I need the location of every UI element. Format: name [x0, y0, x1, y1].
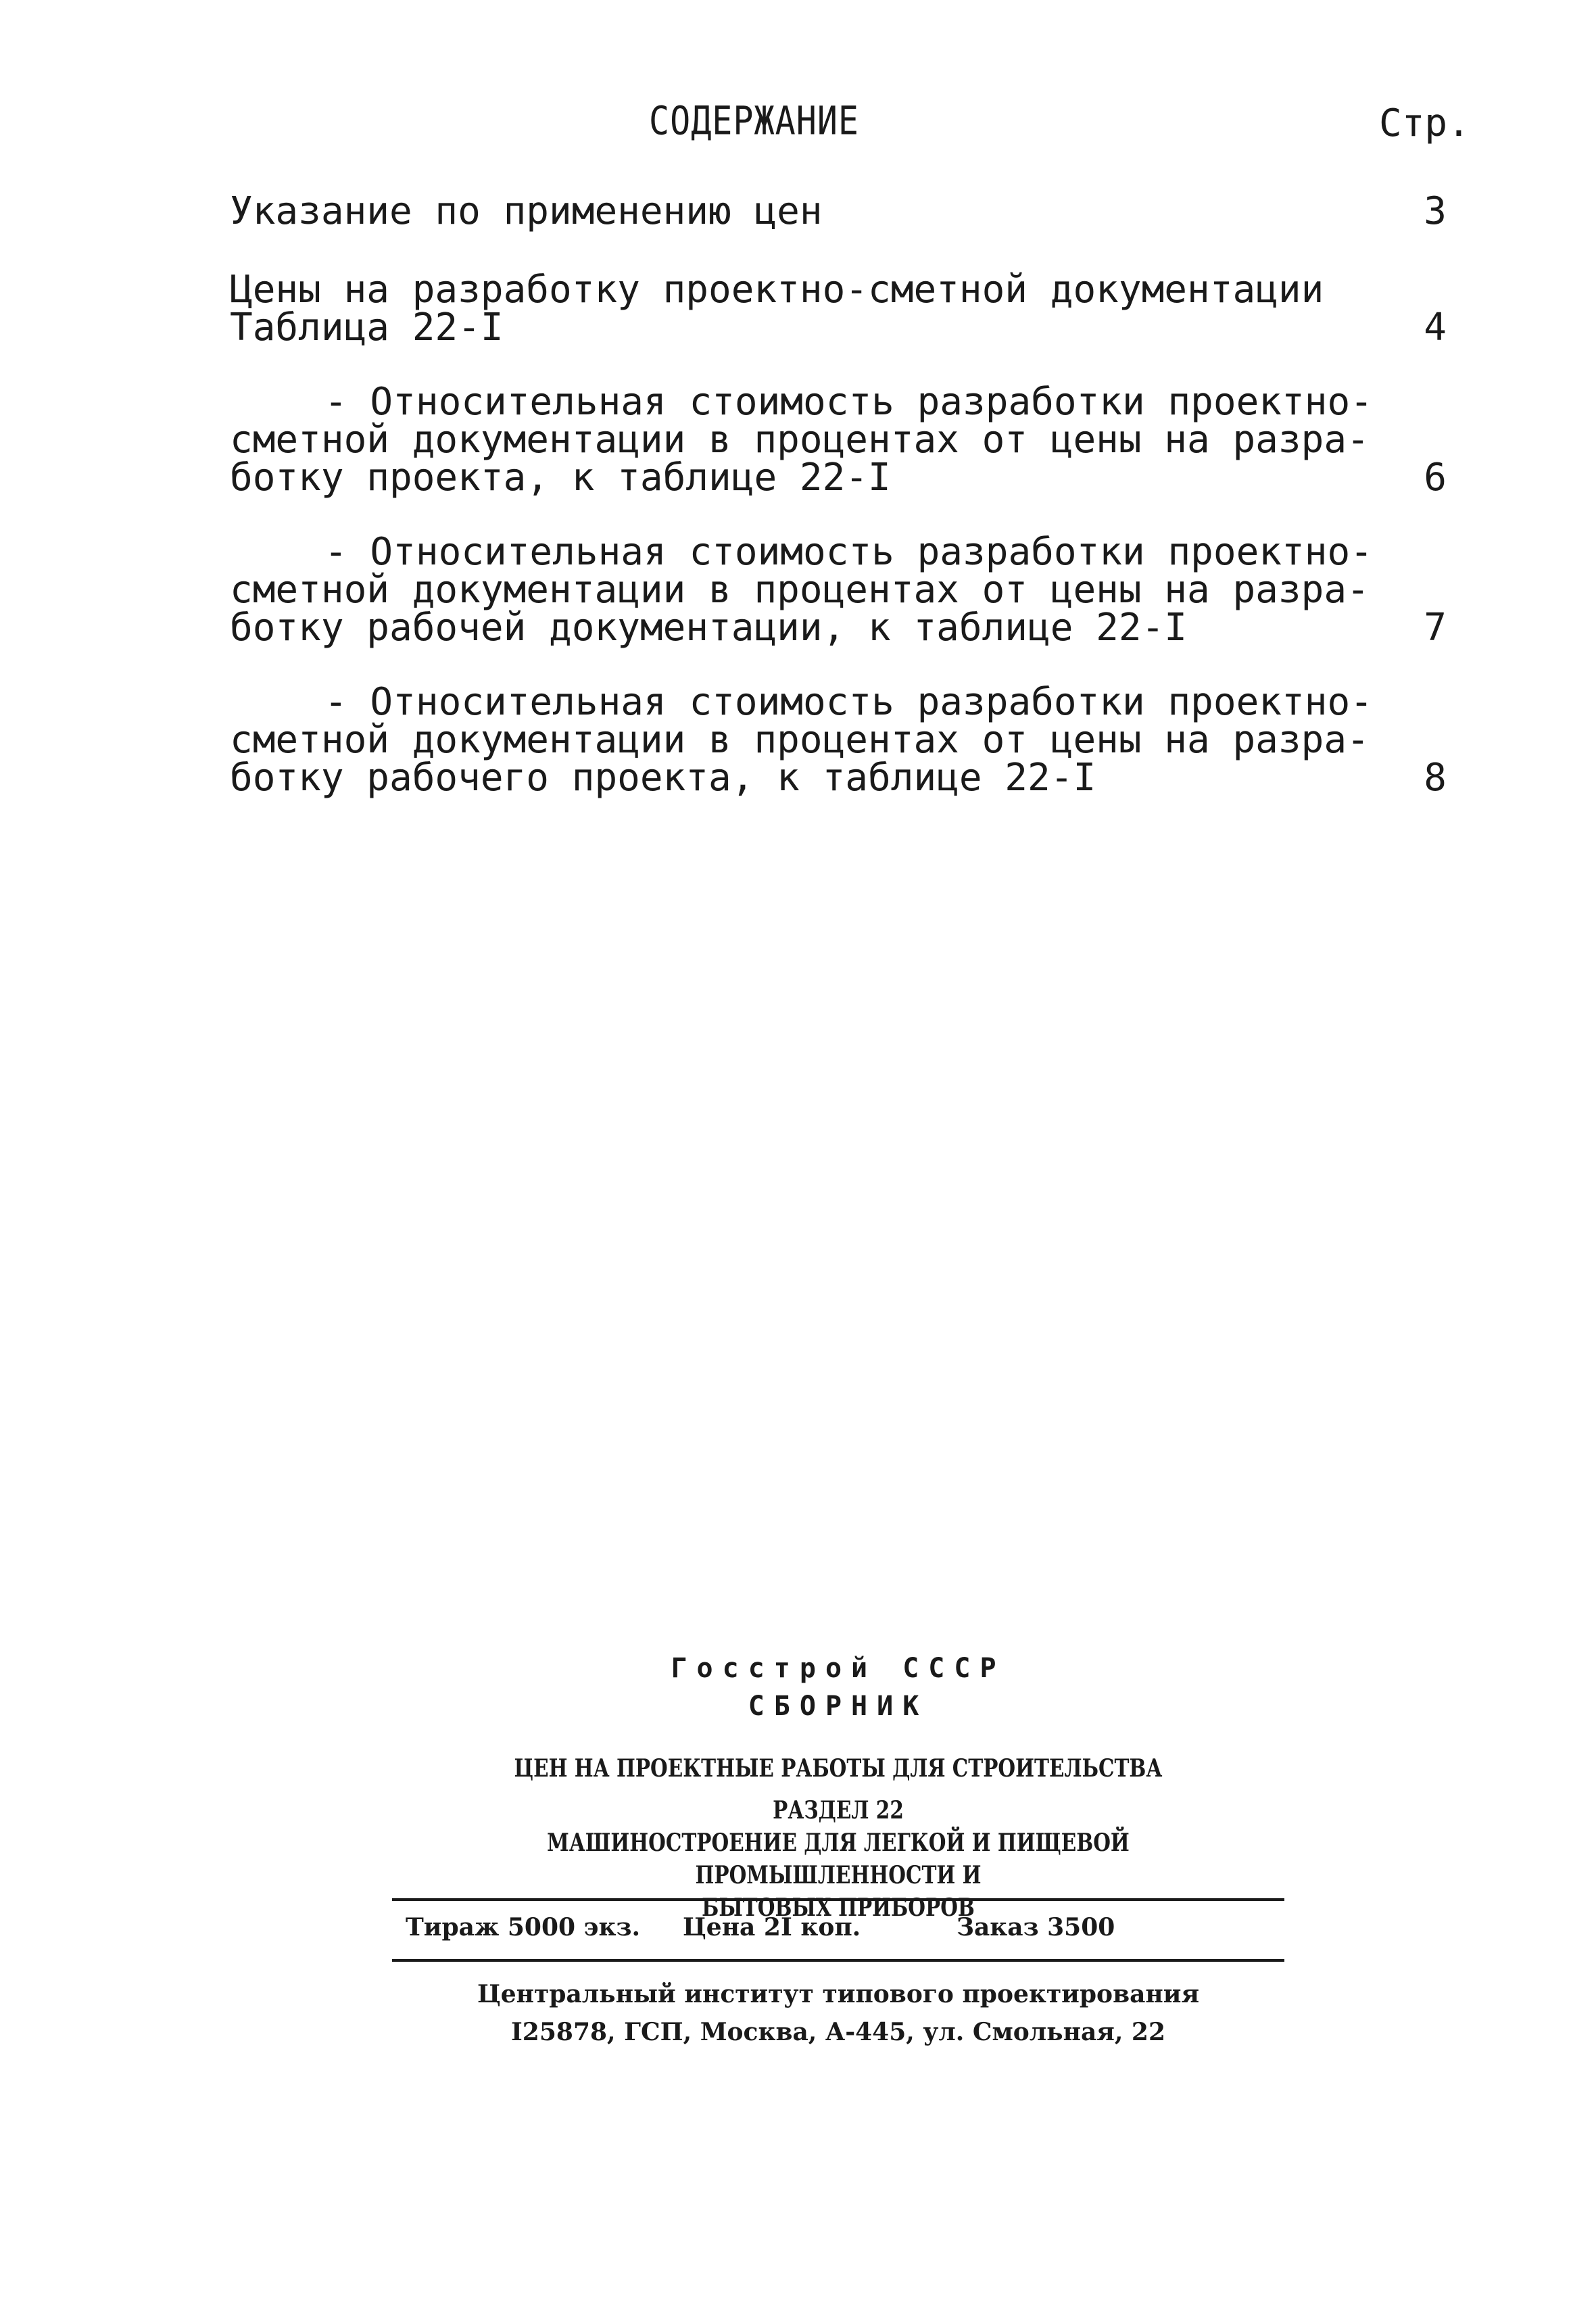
toc-entry-line: - Относительная стоимость разработки проектно- [324, 530, 1373, 574]
toc-entry-text [230, 530, 1373, 650]
toc-entry-line: - Относительная стоимость разработки проектно- [324, 680, 1373, 724]
toc-entry-line: ботку проекта, к таблице 22-I [230, 456, 891, 500]
toc-page-number: 8 [1424, 756, 1447, 800]
divider-rule [392, 1959, 1284, 1962]
publisher-block [392, 1975, 1284, 2051]
toc-entry-line: Цены на разработку проектно-сметной документации [230, 268, 1324, 312]
toc-entry-text [230, 189, 1298, 233]
collection-label: СБОРНИК [748, 1691, 929, 1722]
toc-entry [230, 189, 1447, 233]
order-number: Заказ 3500 [957, 1913, 1115, 1941]
toc-page-number: 7 [1424, 606, 1447, 650]
toc-entry-text [230, 268, 1324, 349]
collection-title: ЦЕН НА ПРОЕКТНЫЕ РАБОТЫ ДЛЯ СТРОИТЕЛЬСТВА [514, 1754, 1163, 1783]
imprint-block [392, 1649, 1284, 1924]
toc-entry-line: Таблица 22-I [230, 306, 504, 349]
toc-entry-line: сметной документации в процентах от цены на разра- [230, 718, 1370, 762]
price: Цена 2I коп. [683, 1913, 861, 1941]
toc-entry-line: - Относительная стоимость разработки проектно- [324, 380, 1373, 424]
toc-entry-text [230, 680, 1373, 800]
contents-title: СОДЕРЖАНИЕ [649, 98, 860, 144]
section-title-line: БЫТОВЫХ ПРИБОРОВ [702, 1893, 975, 1922]
toc-page-number: 4 [1424, 306, 1447, 349]
toc-entry-line: сметной документации в процентах от цены на разра- [230, 418, 1370, 462]
print-run: Тираж 5000 экз. [406, 1913, 641, 1941]
toc-entry-line: сметной документации в процентах от цены на разра- [230, 568, 1370, 612]
table-of-contents [230, 189, 1447, 800]
toc-entry [230, 268, 1447, 349]
publisher-address: I25878, ГСП, Москва, А-445, ул. Смольная, 22 [510, 2018, 1166, 2046]
page-column-header: Стр. [1379, 101, 1470, 145]
toc-entry-text [230, 380, 1373, 500]
toc-entry-line: ботку рабочего проекта, к таблице 22-I [230, 756, 1096, 800]
toc-entry-line: ботку рабочей документации, к таблице 22-I [230, 606, 1188, 650]
agency-name: Госстрой СССР [671, 1653, 1006, 1684]
toc-entry [230, 680, 1447, 800]
toc-entry [230, 530, 1447, 650]
toc-page-number: 3 [1424, 189, 1447, 233]
publisher-name: Центральный институт типового проектирования [477, 1980, 1200, 2008]
toc-entry [230, 380, 1447, 500]
toc-page-number: 6 [1424, 456, 1447, 500]
divider-rule [392, 1898, 1284, 1901]
section-number: РАЗДЕЛ 22 [773, 1796, 904, 1825]
toc-entry-line: Указание по применению цен [230, 189, 823, 233]
section-title-line: МАШИНОСТРОЕНИЕ ДЛЯ ЛЕГКОЙ И ПИЩЕВОЙ ПРОМЫШЛЕННОСТИ И [547, 1829, 1130, 1889]
